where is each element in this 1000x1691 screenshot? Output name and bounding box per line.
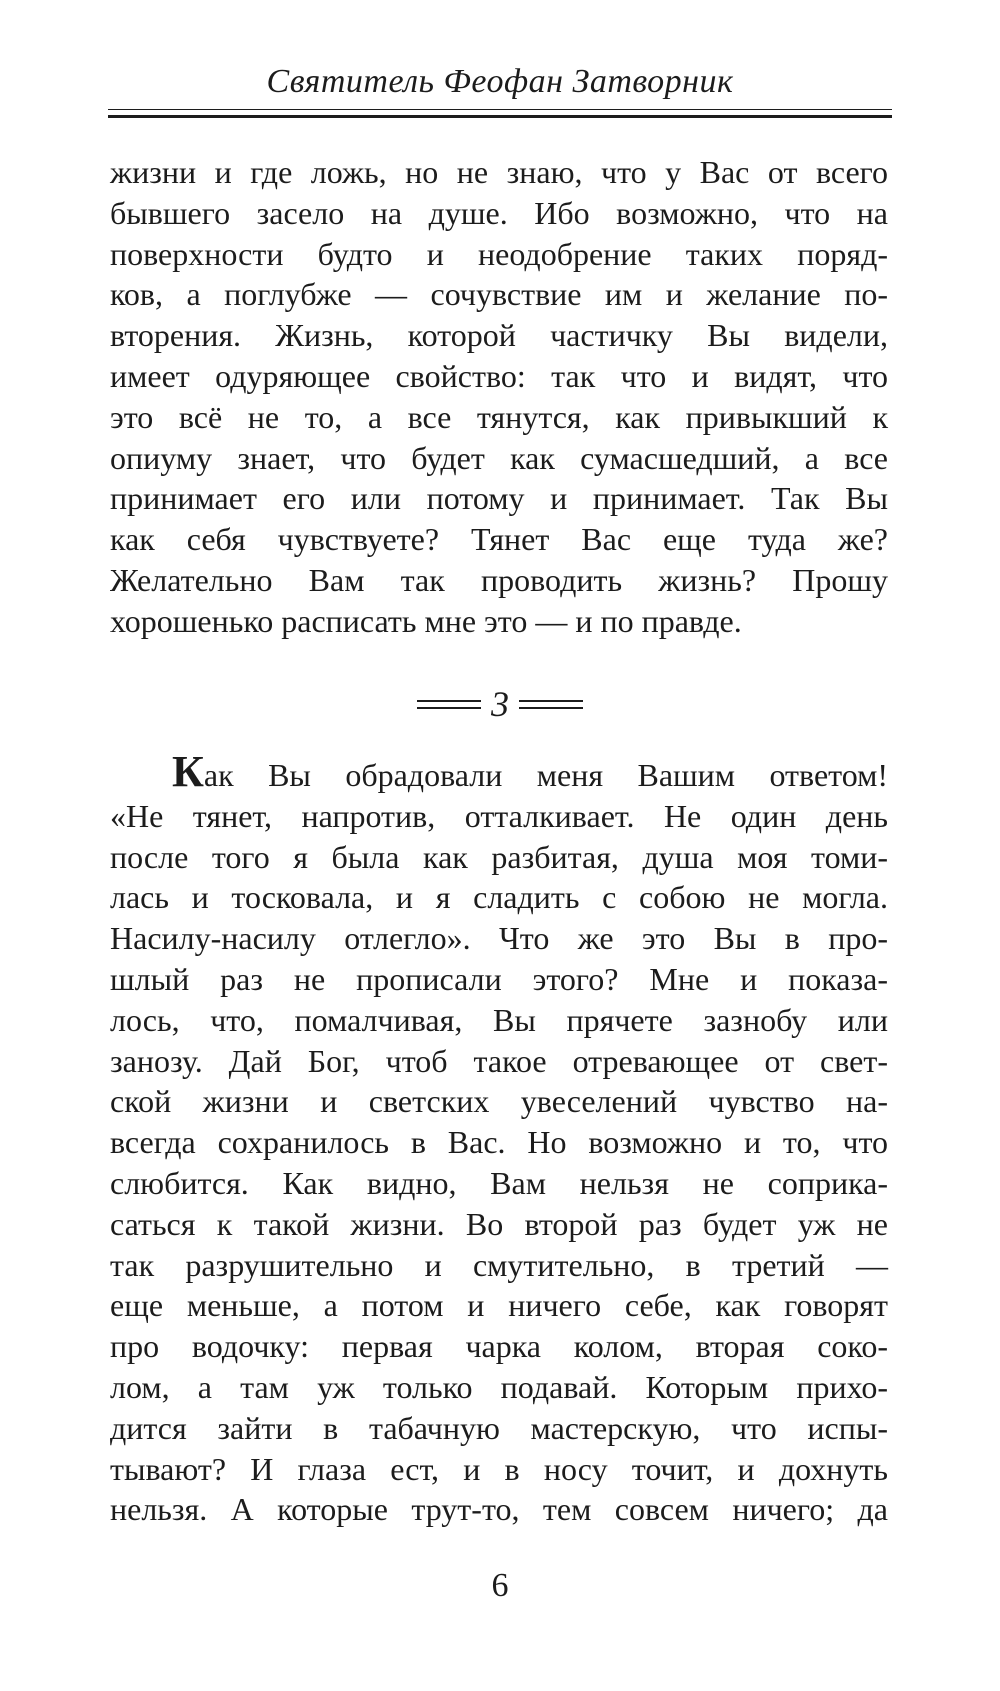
text-line: ской жизни и светских увеселений чувство на- — [110, 1083, 888, 1120]
text-line: лась и тосковала, и я сладить с собою не могла. — [110, 879, 888, 916]
initial-letter: К — [172, 747, 204, 796]
text-line: всегда сохранилось в Вас. Но возможно и то, что — [110, 1124, 888, 1161]
first-line-text: ак Вы обрадовали меня Вашим ответом! — [203, 757, 888, 793]
text-line: имеет одуряющее свойство: так что и видят, что — [110, 357, 888, 394]
first-text-line — [110, 747, 888, 796]
section-ornament-right — [519, 700, 583, 709]
text-line: как себя чувствуете? Тянет Вас еще туда же? — [110, 521, 888, 558]
section-ornament-left — [417, 700, 481, 709]
text-line: Насилу-насилу отлегло». Что же это Вы в про- — [110, 920, 888, 957]
text-line: «Не тянет, напротив, отталкивает. Не один день — [110, 797, 888, 834]
text-line: лось, что, помалчивая, Вы прячете зазнобу или — [110, 1001, 888, 1038]
text-line: про водочку: первая чарка колом, вторая соко- — [110, 1328, 888, 1365]
text-line: еще меньше, а потом и ничего себе, как говорят — [110, 1287, 888, 1324]
text-line: это всё не то, а все тянутся, как привыкший к — [110, 398, 888, 435]
text-line: лом, а там уж только подавай. Которым прихо- — [110, 1368, 888, 1405]
header-rule-thin — [108, 109, 892, 110]
running-header-title: Святитель Феофан Затворник — [266, 63, 734, 100]
text-line: занозу. Дай Бог, чтоб такое отревающее от свет- — [110, 1042, 888, 1079]
text-line: Желательно Вам так проводить жизнь? Прошу — [110, 561, 888, 598]
text-line: бывшего засело на душе. Ибо возможно, что на — [110, 194, 888, 231]
text-line: тывают? И глаза ест, и в носу точит, и дохнуть — [110, 1450, 888, 1487]
text-line: опиуму знает, что будет как сумасшедший, а все — [110, 439, 888, 476]
text-line: поверхности будто и неодобрение таких поряд- — [110, 235, 888, 272]
text-line: шлый раз не прописали этого? Мне и показа- — [110, 960, 888, 997]
letter-paragraph — [110, 747, 888, 1530]
text-line: ков, а поглубже — сочувствие им и желание по- — [110, 276, 888, 313]
page-number: 6 — [491, 1567, 509, 1604]
section-number: 3 — [491, 684, 509, 724]
text-line: дится зайти в табачную мастерскую, что испы- — [110, 1409, 888, 1446]
text-line: вторения. Жизнь, которой частичку Вы видели, — [110, 317, 888, 354]
section-divider — [0, 684, 1000, 724]
text-line: так разрушительно и смутительно, в третий — — [110, 1246, 888, 1283]
text-line: после того я была как разбитая, душа моя томи- — [110, 838, 888, 875]
text-line: слюбится. Как видно, Вам нельзя не соприка- — [110, 1164, 888, 1201]
text-line: нельзя. А которые трут-то, тем совсем ничего; да — [110, 1491, 888, 1528]
text-line: жизни и где ложь, но не знаю, что у Вас от всего — [110, 154, 888, 190]
header-rule-thick — [108, 115, 892, 118]
text-line: хорошенько расписать мне это — и по правде. — [110, 602, 742, 639]
paragraph-continuation — [110, 152, 888, 642]
text-line: саться к такой жизни. Во второй раз будет уж не — [110, 1205, 888, 1242]
text-line: принимает его или потому и принимает. Так Вы — [110, 480, 888, 517]
